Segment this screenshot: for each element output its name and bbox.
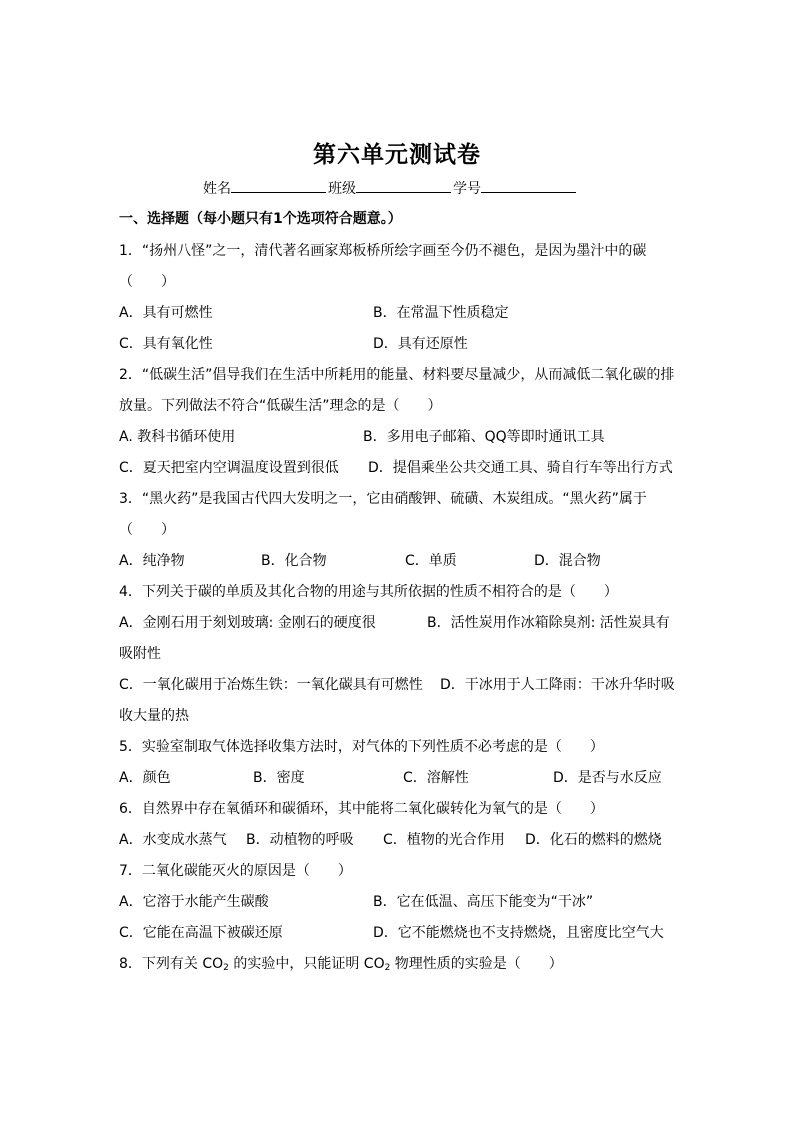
q2-option-b[interactable]: B．多用电子邮箱、QQ等即时通讯工具 (363, 429, 605, 445)
q5-option-d[interactable]: D．是否与水反应 (553, 770, 662, 786)
question-4-stem: 4．下列关于碳的单质及其化合物的用途与其所依据的性质不相符合的是（ ） (119, 584, 618, 600)
question-1-stem: 1．“扬州八怪”之一，清代著名画家郑板桥所绘字画至今仍不褪色，是因为墨汁中的碳 (119, 243, 647, 259)
q4-option-b[interactable]: B．活性炭用作冰箱除臭剂: 活性炭具有 (427, 615, 670, 631)
section-heading: 一、选择题（每小题只有1个选项符合题意。） (119, 211, 402, 227)
q1-option-a[interactable]: A．具有可燃性 (119, 305, 213, 321)
question-3-paren: （ ） (119, 522, 175, 538)
q4-option-a[interactable]: A．金刚石用于刻划玻璃: 金刚石的硬度很 (119, 615, 376, 631)
q6-option-c[interactable]: C．植物的光合作用 (383, 832, 505, 848)
q3-option-b[interactable]: B．化合物 (261, 553, 327, 569)
question-3-stem: 3．“黑火药”是我国古代四大发明之一，它由硝酸钾、硫磺、木炭组成。“黑火药”属于 (119, 491, 647, 507)
q2-option-c[interactable]: C．夏天把室内空调温度设置到很低 (119, 460, 339, 476)
q4-option-b-cont: 吸附性 (119, 646, 161, 662)
question-7-stem: 7．二氧化碳能灭火的原因是（ ） (119, 863, 352, 879)
q7-option-c[interactable]: C．它能在高温下被碳还原 (119, 925, 283, 941)
q4-option-c[interactable]: C．一氧化碳用于冶炼生铁：一氧化碳具有可燃性 (119, 677, 423, 693)
student-info-line (203, 178, 578, 198)
q3-option-d[interactable]: D．混合物 (534, 553, 601, 569)
q1-option-c[interactable]: C．具有氧化性 (119, 336, 213, 352)
q6-option-d[interactable]: D．化石的燃料的燃烧 (525, 832, 662, 848)
q6-option-b[interactable]: B．动植物的呼吸 (246, 832, 354, 848)
class-label: 班级 (328, 181, 356, 197)
q3-option-c[interactable]: C．单质 (405, 553, 457, 569)
q4-option-d-cont: 收大量的热 (119, 708, 189, 724)
name-label: 姓名 (203, 181, 231, 197)
name-blank[interactable] (231, 178, 326, 193)
q7-option-a[interactable]: A．它溶于水能产生碳酸 (119, 894, 269, 910)
q1-option-d[interactable]: D．具有还原性 (373, 336, 468, 352)
page-title: 第六单元测试卷 (313, 141, 481, 168)
question-1-paren: （ ） (119, 274, 175, 290)
q5-option-b[interactable]: B．密度 (253, 770, 305, 786)
q3-option-a[interactable]: A．纯净物 (119, 553, 185, 569)
question-5-stem: 5．实验室制取气体选择收集方法时，对气体的下列性质不必考虑的是（ ） (119, 739, 604, 755)
q2-option-d[interactable]: D．提倡乘坐公共交通工具、骑自行车等出行方式 (368, 460, 673, 476)
q2-option-a[interactable]: A. 教科书循环使用 (119, 429, 236, 445)
q6-option-a[interactable]: A．水变成水蒸气 (119, 832, 227, 848)
q7-option-b[interactable]: B．它在低温、高压下能变为“干冰” (373, 894, 594, 910)
q7-option-d[interactable]: D．它不能燃烧也不支持燃烧，且密度比空气大 (373, 925, 664, 941)
q1-option-b[interactable]: B．在常温下性质稳定 (373, 305, 509, 321)
id-label: 学号 (453, 181, 481, 197)
question-2-stem-cont: 放量。下列做法不符合“低碳生活”理念的是（ ） (119, 398, 442, 414)
q4-option-d[interactable]: D．干冰用于人工降雨：干冰升华时吸 (440, 677, 675, 693)
q5-option-c[interactable]: C．溶解性 (403, 770, 469, 786)
id-blank[interactable] (481, 178, 576, 193)
question-6-stem: 6．自然界中存在氧循环和碳循环，其中能将二氧化碳转化为氧气的是（ ） (119, 801, 604, 817)
question-8-stem: 8．下列有关 $CO_2$ 的实验中，只能证明 $CO_2$ 物理性质的实验是（ ） (119, 956, 563, 973)
question-2-stem: 2．“低碳生活”倡导我们在生活中所耗用的能量、材料要尽量减少，从而减低二氧化碳的排 (119, 367, 675, 383)
class-blank[interactable] (356, 178, 451, 193)
q5-option-a[interactable]: A．颜色 (119, 770, 171, 786)
